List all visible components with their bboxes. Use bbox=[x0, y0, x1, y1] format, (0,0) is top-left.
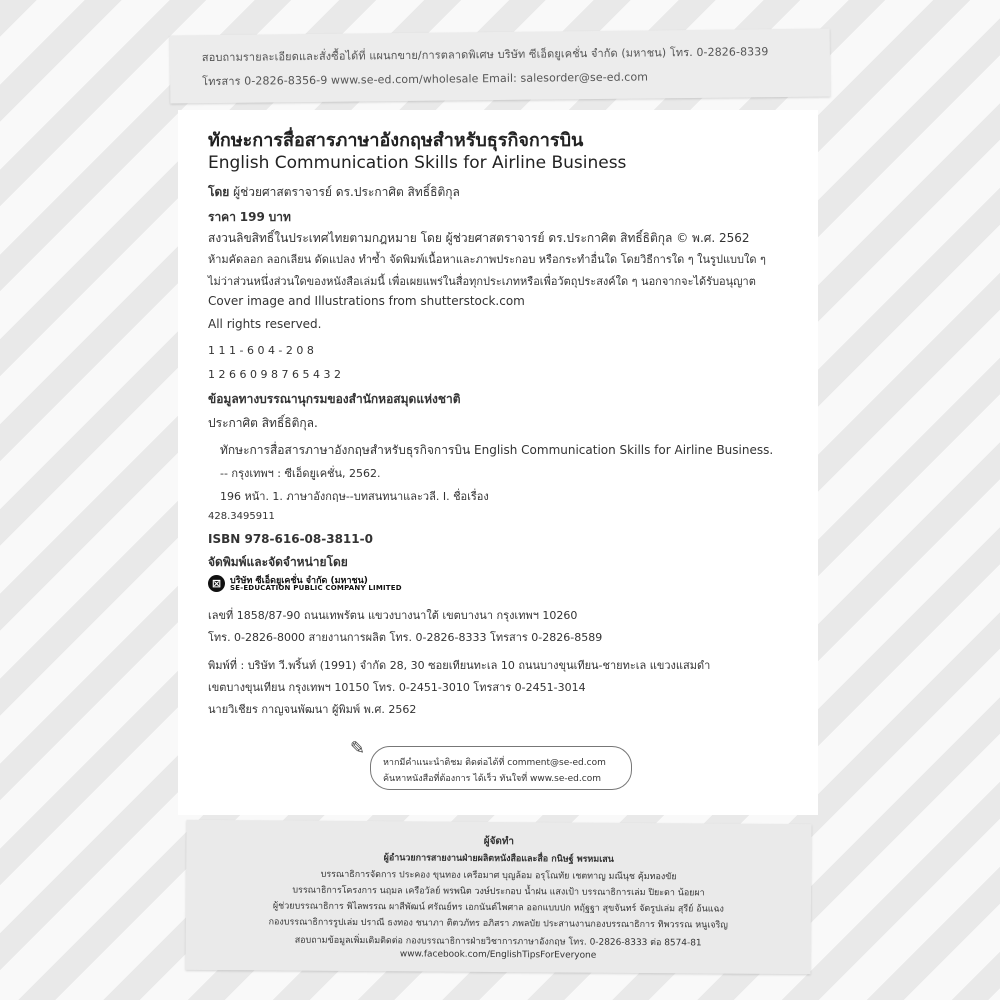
credits-layout-editors: กองบรรณาธิการรูปเล่ม ปราณี ธงทอง ชนาภา ติตวภัทร อภิสรา ภพลบัย ประสานงานกองบรรณาธิการ ทิพวรรณ หนูเจริญ bbox=[268, 917, 728, 931]
credits-project-editors: บรรณาธิการโครงการ นฤมล เครือวัลย์ พรพนิต วงษ์ประกอบ น้ำฝน แสงเป้า บรรณาธิการเล่ม ปิยะดา น้อยผา bbox=[292, 885, 705, 899]
print-run-numbers: 1 2 6 6 0 9 8 7 6 5 4 3 2 bbox=[208, 368, 341, 381]
pencil-icon: ✎ bbox=[350, 738, 366, 759]
credits-director: ผู้อำนวยการสายงานฝ่ายผลิตหนังสือและสื่อ กนิษฐ์ พรหมเสน bbox=[383, 853, 614, 865]
credits-assistant-editors: ผู้ช่วยบรรณาธิการ พิไลพรรณ ผาสีพัฒน์ ศรัณย์ทร เอกนันต์ไพศาล ออกแบบปก หฤัฐฐา สุขจันทร์ จัดรูปเล่ม สุรีย์ อ้นแฉง bbox=[272, 901, 724, 915]
order-info-line: สอบถามรายละเอียดและสั่งซื้อได้ที่ แผนกขาย/การตลาดพิเศษ บริษัท ซีเอ็ดยูเคชั่น จำกัด (มหาชน) โทร. 0-2826-8339 bbox=[201, 45, 769, 65]
comment-box bbox=[370, 746, 632, 790]
publisher-name-thai: บริษัท ซีเอ็ดยูเคชั่น จำกัด (มหาชน) bbox=[230, 576, 368, 586]
copyright-line-1: สงวนลิขสิทธิ์ในประเทศไทยตามกฎหมาย โดย ผู้ช่วยศาสตราจารย์ ดร.ประกาศิต สิทธิ์ธิติกุล © พ.ศ. 2562 bbox=[208, 231, 750, 245]
comment-email-line: หากมีคำแนะนำติชม ติดต่อได้ที่ comment@se-ed.com bbox=[383, 758, 606, 768]
price-label: ราคา bbox=[208, 210, 236, 224]
cip-title: ทักษะการสื่อสารภาษาอังกฤษสำหรับธุรกิจการบิน English Communication Skills for Airline Business. bbox=[220, 443, 774, 457]
wholesale-contact-line: โทรสาร 0-2826-8356-9 www.se-ed.com/wholesale Email: salesorder@se-ed.com bbox=[202, 70, 649, 89]
isbn-label: ISBN bbox=[208, 532, 241, 546]
price-value: 199 bbox=[239, 210, 265, 224]
publisher-address: เลขที่ 1858/87-90 ถนนเทพรัตน แขวงบางนาใต้ เขตบางนา กรุงเทพฯ 10260 bbox=[208, 609, 578, 622]
cip-author: ประกาศิต สิทธิ์ธิติกุล. bbox=[208, 416, 318, 430]
credits-facebook: www.facebook.com/EnglishTipsForEveryone bbox=[399, 949, 597, 961]
cover-image-credit: Cover image and Illustrations from shutterstock.com bbox=[208, 294, 525, 308]
isbn-line bbox=[208, 532, 373, 546]
printer-line-2: เขตบางขุนเทียน กรุงเทพฯ 10150 โทร. 0-2451-3010 โทรสาร 0-2451-3014 bbox=[208, 681, 586, 694]
header-tape bbox=[170, 29, 831, 104]
book-code: 1 1 1 - 6 0 4 - 2 0 8 bbox=[208, 344, 314, 357]
title-thai: ทักษะการสื่อสารภาษาอังกฤษสำหรับธุรกิจการบิน bbox=[208, 130, 584, 151]
cip-pages: 196 หน้า. 1. ภาษาอังกฤษ--บทสนทนาและวลี. I. ชื่อเรื่อง bbox=[220, 490, 489, 503]
price-line bbox=[208, 208, 291, 227]
credits-contact: สอบถามข้อมูลเพิ่มเติมติดต่อ กองบรรณาธิการฝ่ายวิชาการภาษาอังกฤษ โทร. 0-2826-8333 ต่อ 8574-81 bbox=[294, 935, 702, 949]
publisher-phone: โทร. 0-2826-8000 สายงานการผลิต โทร. 0-2826-8333 โทรสาร 0-2826-8589 bbox=[208, 631, 603, 644]
cip-heading: ข้อมูลทางบรรณานุกรมของสำนักหอสมุดแห่งชาติ bbox=[208, 392, 461, 406]
publisher-heading: จัดพิมพ์และจัดจำหน่ายโดย bbox=[208, 555, 348, 569]
all-rights-reserved: All rights reserved. bbox=[208, 317, 322, 331]
author-name: ผู้ช่วยศาสตราจารย์ ดร.ประกาศิต สิทธิ์ธิติกุล bbox=[233, 185, 460, 199]
website-search-line: ค้นหาหนังสือที่ต้องการ ได้เร็ว ทันใจที่ www.se-ed.com bbox=[383, 774, 601, 784]
author-line bbox=[208, 183, 460, 202]
copyright-line-3: ไม่ว่าส่วนหนึ่งส่วนใดของหนังสือเล่มนี้ เพื่อเผยแพร่ในสื่อทุกประเภทหรือเพื่อวัตถุประสงค์ใด ๆ นอกจากจะได้รับอนุญาต bbox=[208, 275, 756, 288]
isbn-value: 978-616-08-3811-0 bbox=[244, 532, 373, 546]
cip-class-number: 428.3495911 bbox=[208, 511, 275, 522]
price-unit: บาท bbox=[268, 210, 291, 224]
copyright-line-2: ห้ามคัดลอก ลอกเลียน ดัดแปลง ทำซ้ำ จัดพิมพ์เนื้อหาและภาพประกอบ หรือกระทำอื่นใด โดยวิธีการใด ๆ ในรูปแบบใด ๆ bbox=[208, 253, 766, 266]
credits-tape bbox=[185, 820, 811, 974]
author-label: โดย bbox=[208, 185, 230, 199]
se-ed-logo-icon: ⊠ bbox=[208, 575, 225, 592]
credits-managing-editors: บรรณาธิการจัดการ ประคอง ขุนทอง เครือมาศ บุญล้อม อรุโณทัย เชตทาญ มณีนุช คุ้มทองขัย bbox=[320, 869, 677, 883]
credits-heading: ผู้จัดทำ bbox=[483, 835, 515, 848]
title-english: English Communication Skills for Airline Business bbox=[208, 153, 627, 173]
printer-line-1: พิมพ์ที่ : บริษัท วี.พริ้นท์ (1991) จำกัด 28, 30 ซอยเทียนทะเล 10 ถนนบางขุนเทียน-ชายทะเล แขวงแสมดำ bbox=[208, 659, 711, 672]
publisher-name-english: SE-EDUCATION PUBLIC COMPANY LIMITED bbox=[230, 584, 402, 592]
printer-line-3: นายวิเชียร กาญจนพัฒนา ผู้พิมพ์ พ.ศ. 2562 bbox=[208, 703, 417, 716]
cip-place: -- กรุงเทพฯ : ซีเอ็ดยูเคชั่น, 2562. bbox=[220, 467, 381, 480]
